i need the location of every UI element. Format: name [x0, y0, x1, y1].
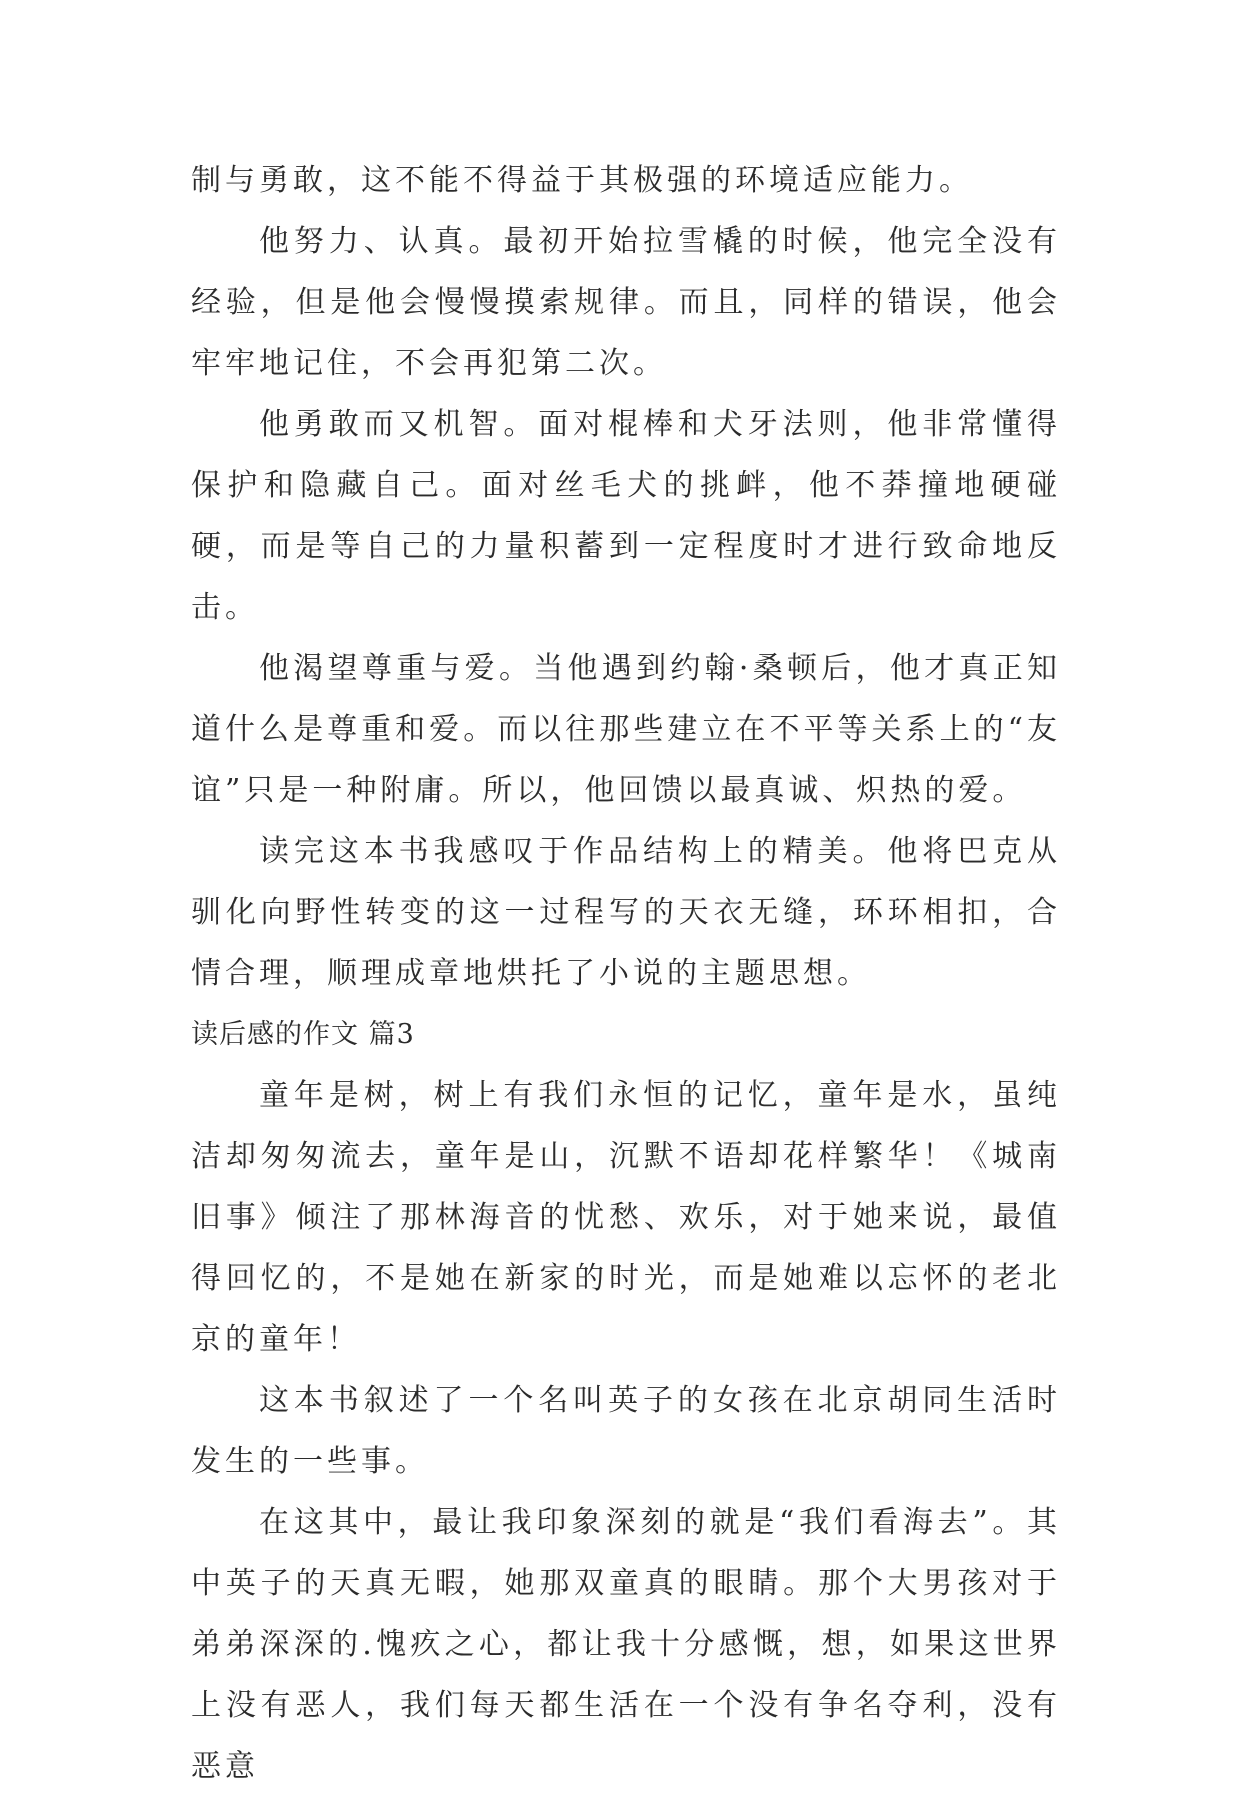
paragraph: 他努力、认真。最初开始拉雪橇的时候，他完全没有经验，但是他会慢慢摸索规律。而且，同样的错误，他会牢牢地记住，不会再犯第二次。	[191, 224, 1061, 381]
paragraph: 他勇敢而又机智。面对棍棒和犬牙法则，他非常懂得保护和隐藏自己。面对丝毛犬的挑衅，他不莽撞地硬碰硬，而是等自己的力量积蓄到一定程度时才进行致命地反击。	[191, 407, 1061, 625]
paragraph: 这本书叙述了一个名叫英子的女孩在北京胡同生活时发生的一些事。	[191, 1383, 1061, 1479]
section-heading: 读后感的作文 篇3	[191, 1019, 415, 1050]
paragraph: 读完这本书我感叹于作品结构上的精美。他将巴克从驯化向野性转变的这一过程写的天衣无缝，环环相扣，合情合理，顺理成章地烘托了小说的主题思想。	[191, 834, 1061, 991]
paragraph: 他渴望尊重与爱。当他遇到约翰·桑顿后，他才真正知道什么是尊重和爱。而以往那些建立在不平等关系上的“友谊”只是一种附庸。所以，他回馈以最真诚、炽热的爱。	[191, 651, 1061, 808]
paragraph: 制与勇敢，这不能不得益于其极强的环境适应能力。	[191, 163, 973, 198]
document-body	[191, 150, 1061, 1797]
paragraph: 在这其中，最让我印象深刻的就是“我们看海去”。其中英子的天真无暇，她那双童真的眼睛。那个大男孩对于弟弟深深的.愧疚之心，都让我十分感慨，想，如果这世界上没有恶人，我们每天都生活在一个没有争名夺利，没有恶意	[191, 1505, 1061, 1784]
paragraph: 童年是树，树上有我们永恒的记忆，童年是水，虽纯洁却匆匆流去，童年是山，沉默不语却花样繁华！《城南旧事》倾注了那林海音的忧愁、欢乐，对于她来说，最值得回忆的，不是她在新家的时光，而是她难以忘怀的老北京的童年！	[191, 1078, 1061, 1357]
